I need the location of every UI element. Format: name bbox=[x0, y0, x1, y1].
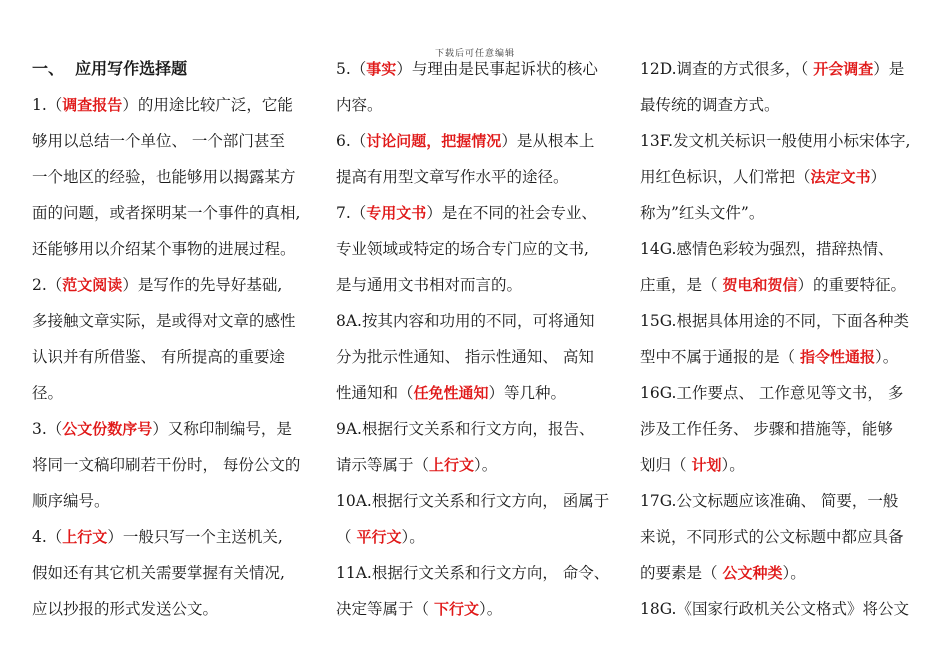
answer-9: 上行文 bbox=[429, 456, 475, 474]
text-line: 18G.《国家行政机关公文格式》将公文 bbox=[640, 600, 909, 618]
answer-15: 指令性通报 bbox=[799, 348, 875, 366]
text-line: 13F.发文机关标识一般使用小标宋体字, bbox=[640, 132, 911, 150]
text-line: 是与通用文书相对而言的。 bbox=[336, 276, 523, 294]
text-line: 顺序编号。 bbox=[32, 492, 110, 510]
column-3 bbox=[640, 55, 925, 631]
answer-2: 范文阅读 bbox=[62, 276, 123, 294]
question-16: 划归（ 计划）。 bbox=[640, 456, 745, 474]
answer-13: 法定文书 bbox=[810, 168, 871, 186]
text-line: 认识并有所借鉴、 有所提高的重要途 bbox=[32, 348, 285, 366]
text-line: 分为批示性通知、 指示性通知、 高知 bbox=[336, 348, 594, 366]
question-7: 7.（专用文书）是在不同的社会专业、 bbox=[336, 204, 597, 222]
text-line: 径。 bbox=[32, 384, 64, 402]
text-line: 一个地区的经验，也能够用以揭露某方 bbox=[32, 168, 296, 186]
section-heading: 一、 应用写作选择题 bbox=[32, 59, 188, 78]
question-10: （ 平行文）。 bbox=[336, 528, 425, 546]
text-line: 够用以总结一个单位、 一个部门甚至 bbox=[32, 132, 285, 150]
text-line: 多接触文章实际，是或得对文章的感性 bbox=[32, 312, 296, 330]
question-14: 庄重，是（ 贺电和贺信）的重要特征。 bbox=[640, 276, 906, 294]
answer-8: 任免性通知 bbox=[413, 384, 489, 402]
text-line: 14G.感情色彩较为强烈，措辞热情、 bbox=[640, 240, 894, 258]
answer-14: 贺电和贺信 bbox=[722, 276, 798, 294]
question-11: 决定等属于（ 下行文）。 bbox=[336, 600, 503, 618]
answer-6: 讨论问题，把握情况 bbox=[366, 132, 502, 150]
answer-17: 公文种类 bbox=[722, 564, 783, 582]
text-line: 面的问题，或者探明某一个事件的真相, bbox=[32, 204, 301, 222]
answer-3: 公文份数序号 bbox=[62, 420, 153, 438]
question-3: 3.（公文份数序号）又称印制编号，是 bbox=[32, 420, 292, 438]
text-line: 专业领域或特定的场合专门应的文书, bbox=[336, 240, 589, 258]
text-line: 应以抄报的形式发送公文。 bbox=[32, 600, 219, 618]
answer-4: 上行文 bbox=[62, 528, 108, 546]
answer-1: 调查报告 bbox=[62, 96, 123, 114]
text-line: 将同一文稿印刷若干份时， 每份公文的 bbox=[32, 456, 301, 474]
text-line: 10A.根据行文关系和行文方向， 函属于 bbox=[336, 492, 610, 510]
question-4: 4.（上行文）一般只写一个主送机关, bbox=[32, 528, 283, 546]
answer-10: 平行文 bbox=[356, 528, 402, 546]
question-5: 5.（事实）与理由是民事起诉状的核心 bbox=[336, 60, 598, 78]
text-line: 17G.公文标题应该准确、 简要，一般 bbox=[640, 492, 899, 510]
watermark-text: 下载后可任意编辑 bbox=[434, 49, 515, 59]
answer-12: 开会调查 bbox=[813, 60, 874, 78]
answer-5: 事实 bbox=[366, 60, 397, 78]
question-6: 6.（讨论问题，把握情况）是从根本上 bbox=[336, 132, 595, 150]
question-13: 用红色标识，人们常把（法定文书） bbox=[640, 168, 887, 186]
question-12: 12D.调查的方式很多，（ 开会调查）是 bbox=[640, 60, 905, 78]
text-line: 15G.根据具体用途的不同，下面各种类 bbox=[640, 312, 909, 330]
question-9: 请示等属于（上行文）。 bbox=[336, 456, 498, 474]
text-line: 最传统的调查方式。 bbox=[640, 96, 780, 114]
text-line: 16G.工作要点、 工作意见等文书， 多 bbox=[640, 384, 904, 402]
text-line: 涉及工作任务、 步骤和措施等，能够 bbox=[640, 420, 893, 438]
answer-7: 专用文书 bbox=[366, 204, 427, 222]
column-2 bbox=[336, 55, 628, 631]
question-15: 型中不属于通报的是（ 指令性通报）。 bbox=[640, 348, 899, 366]
text-line: 内容。 bbox=[336, 96, 383, 114]
text-line: 来说，不同形式的公文标题中都应具备 bbox=[640, 528, 904, 546]
column-1 bbox=[32, 55, 322, 631]
question-8: 性通知和（任免性通知）等几种。 bbox=[336, 384, 567, 402]
question-2: 2.（范文阅读）是写作的先导好基础, bbox=[32, 276, 283, 294]
question-1: 1.（调查报告）的用途比较广泛，它能 bbox=[32, 96, 293, 114]
answer-16: 计划 bbox=[691, 456, 722, 474]
answer-11: 下行文 bbox=[433, 600, 479, 618]
text-line: 称为”红头文件”。 bbox=[640, 204, 765, 222]
text-line: 9A.根据行文关系和行文方向，报告、 bbox=[336, 420, 595, 438]
text-line: 假如还有其它机关需要掌握有关情况, bbox=[32, 564, 285, 582]
text-line: 还能够用以介绍某个事物的进展过程。 bbox=[32, 240, 296, 258]
text-line: 8A.按其内容和功用的不同，可将通知 bbox=[336, 312, 595, 330]
text-line: 11A.根据行文关系和行文方向， 命令、 bbox=[336, 564, 610, 582]
text-line: 提高有用型文章写作水平的途径。 bbox=[336, 168, 569, 186]
question-17: 的要素是（ 公文种类）。 bbox=[640, 564, 806, 582]
